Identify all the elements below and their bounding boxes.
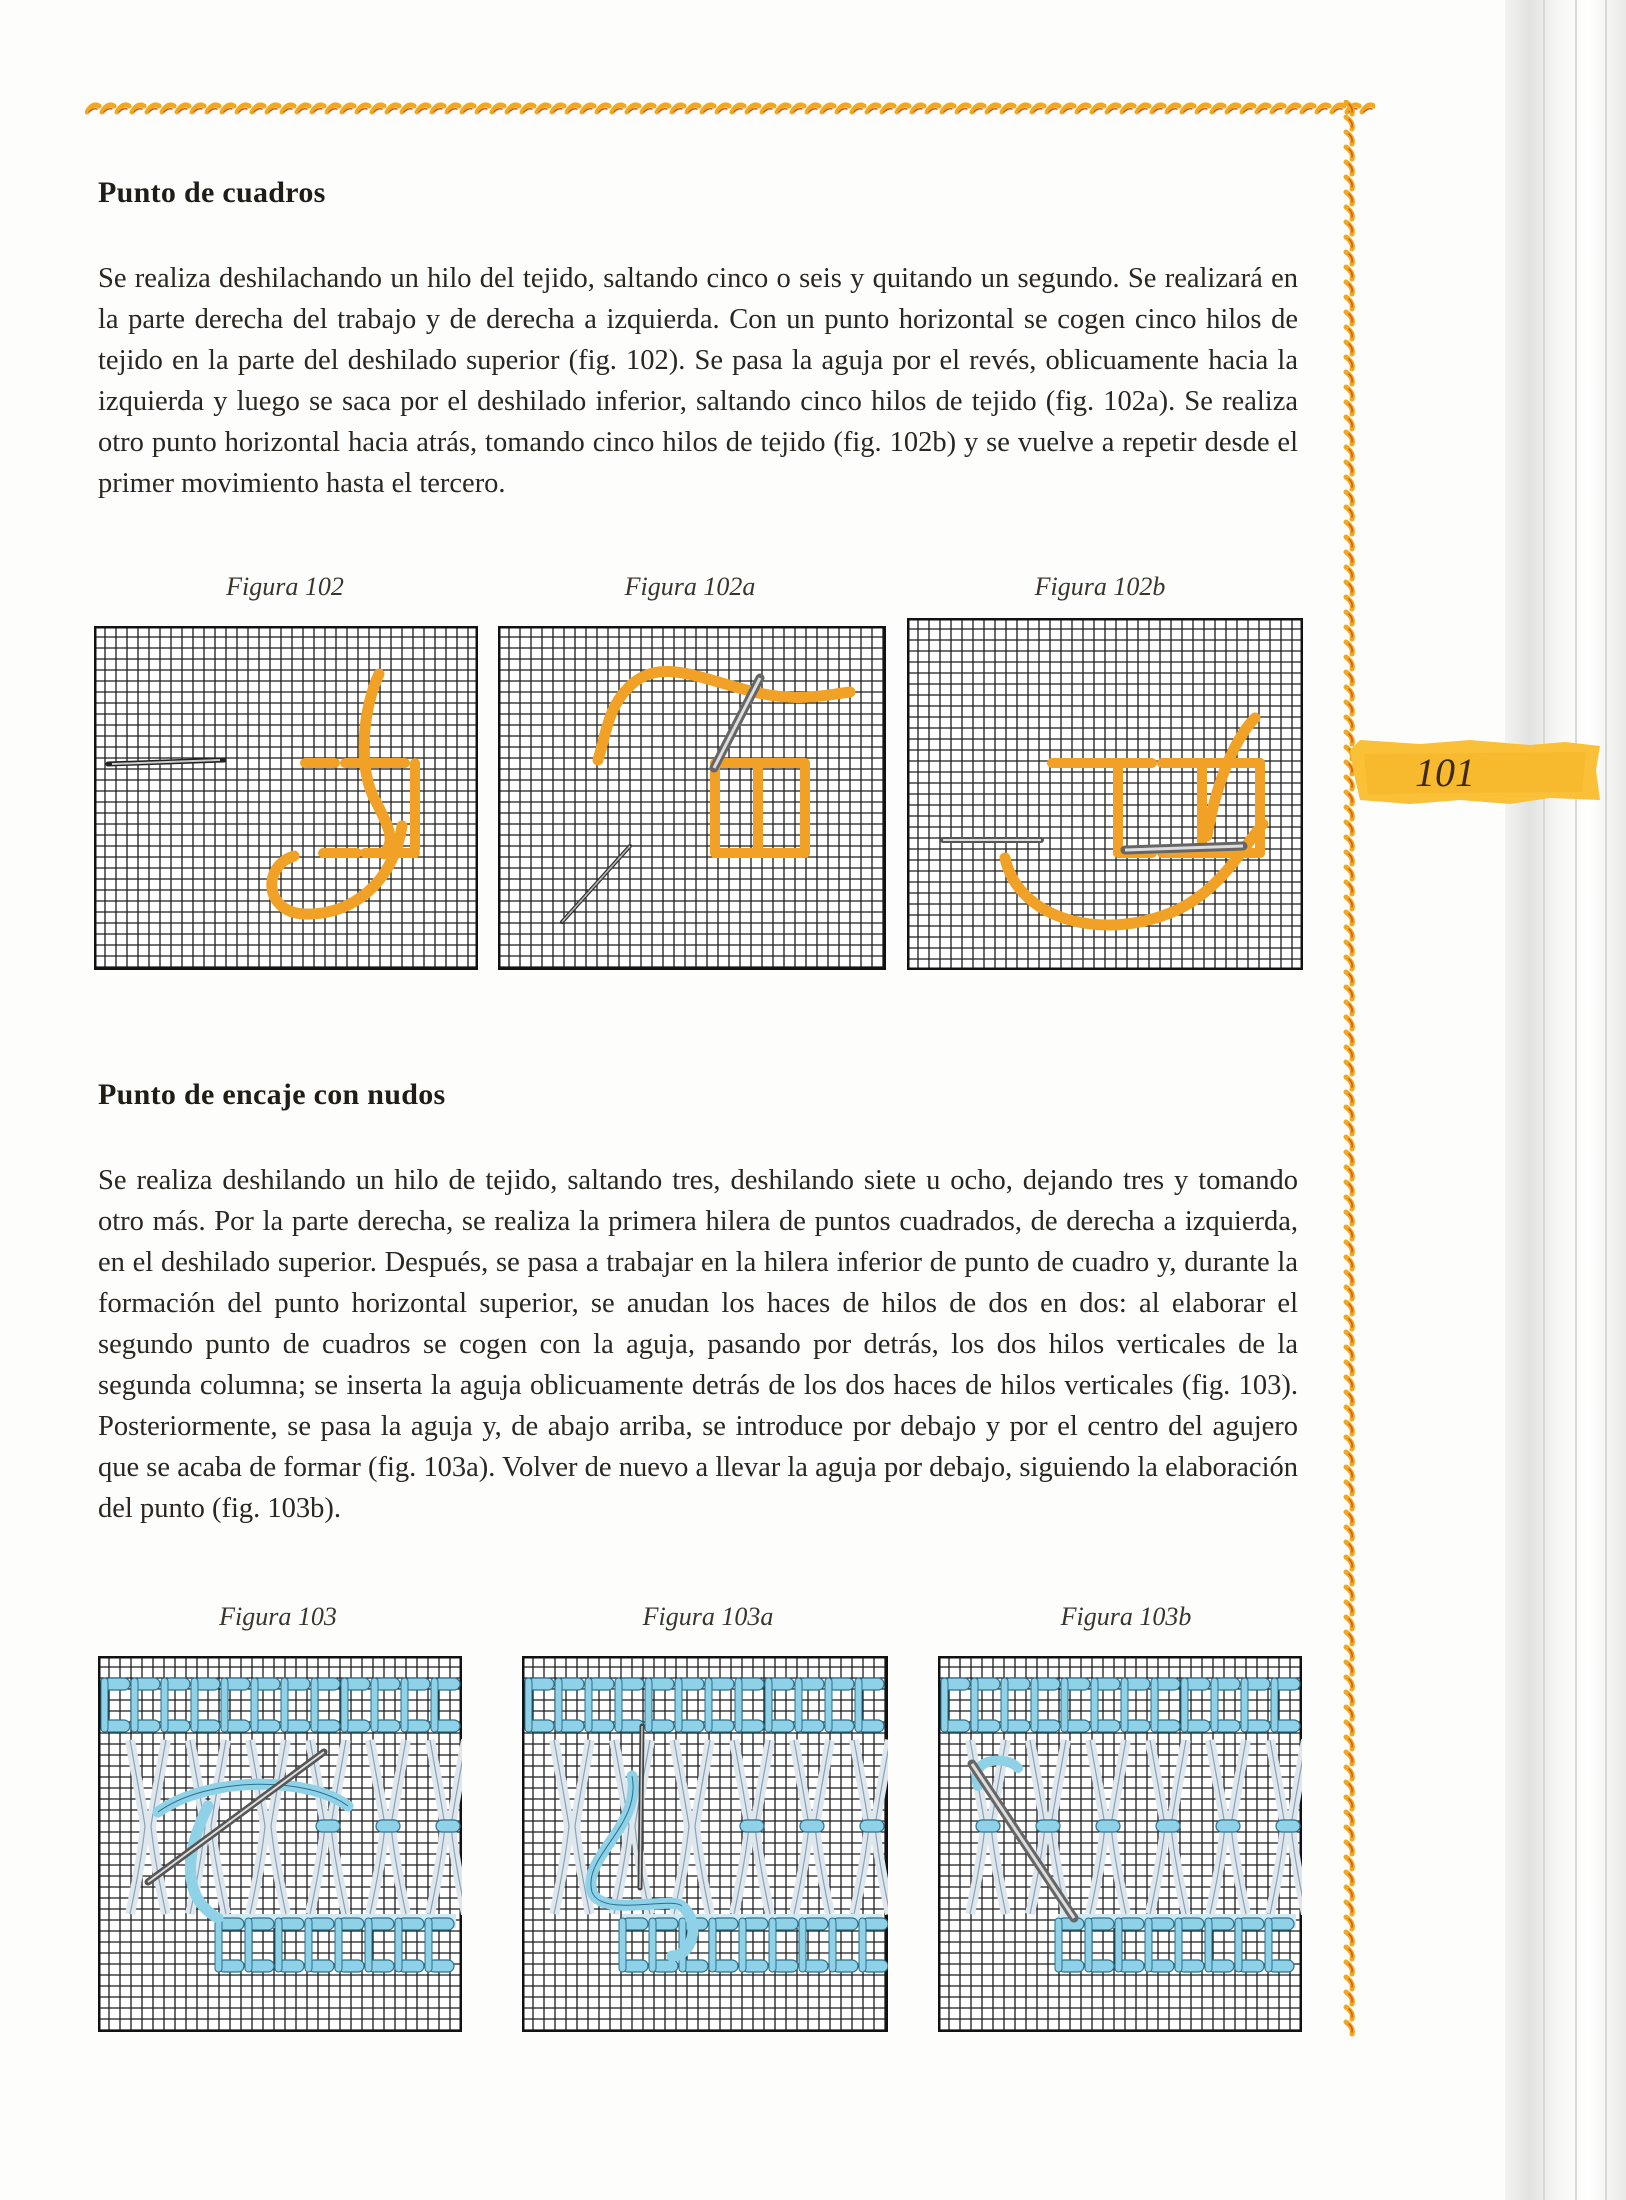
figure-103a bbox=[522, 1656, 888, 2032]
figure-caption: Figura 103a bbox=[642, 1602, 774, 1631]
figure-103b bbox=[938, 1656, 1302, 2032]
stitch-diagram bbox=[498, 626, 886, 970]
stitch-diagram bbox=[907, 618, 1303, 970]
page-number: 101 bbox=[1415, 750, 1475, 795]
figure-caption: Figura 103 bbox=[219, 1602, 337, 1631]
stitch-diagram bbox=[938, 1656, 1302, 2032]
stitch-diagram bbox=[98, 1656, 462, 2032]
figure-caption: Figura 102a bbox=[624, 572, 756, 601]
figure-caption: Figura 102b bbox=[1034, 572, 1166, 601]
figure-102a bbox=[498, 626, 886, 970]
figure-103 bbox=[98, 1656, 462, 2032]
figure-caption: Figura 102 bbox=[226, 572, 344, 601]
decorative-border-top bbox=[85, 100, 1375, 116]
section-text: Se realiza deshilando un hilo de tejido, saltando tres, deshilando siete u ocho, dejando tres y tomando otro más. Por la parte derecha, se realiza la primera hilera de puntos cuadrados, de derecha a izquierda, en el deshilado superior. Después, se pasa a trabajar en la hilera inferior de punto de cuadro y, durante la formación del punto horizontal superior, se anudan los haces de hilos de dos en dos: al elaborar el segundo punto de cuadros se cogen con la aguja, pasando por detrás, los dos hilos verticales de la segunda columna; se inserta la aguja oblicuamente detrás de los dos haces de hilos verticales (fig. 103). Posteriormente, se pasa la aguja y, de abajo arriba, se introduce por debajo y por el centro del agujero que se acaba de formar (fig. 103a). Volver de nuevo a llevar la aguja por debajo, siguiendo la elaboración del punto (fig. 103b). bbox=[98, 1165, 1298, 1524]
section-text: Se realiza deshilachando un hilo del tejido, saltando cinco o seis y quitando un segundo. Se realizará en la parte derecha del trabajo y de derecha a izquierda. Con un punto horizontal se cogen cinco hilos de tejido en la parte del deshilado superior (fig. 102). Se pasa la aguja por el revés, oblicuamente hacia la izquierda y luego se saca por el deshilado inferior, saltando cinco hilos de tejido (fig. 102a). Se realiza otro punto horizontal hacia atrás, tomando cinco hilos de tejido (fig. 102b) y se vuelve a repetir desde el primer movimiento hasta el tercero. bbox=[98, 263, 1298, 499]
figure-102b bbox=[907, 618, 1303, 970]
figure-caption: Figura 103b bbox=[1060, 1602, 1192, 1631]
figure-102 bbox=[94, 626, 478, 970]
stitch-diagram bbox=[94, 626, 478, 970]
stitch-diagram bbox=[522, 1656, 888, 2032]
page-edge bbox=[1505, 0, 1626, 2200]
section-title: Punto de encaje con nudos bbox=[98, 1078, 446, 1111]
section-title: Punto de cuadros bbox=[98, 176, 326, 209]
decorative-border-right bbox=[1340, 100, 1364, 2040]
